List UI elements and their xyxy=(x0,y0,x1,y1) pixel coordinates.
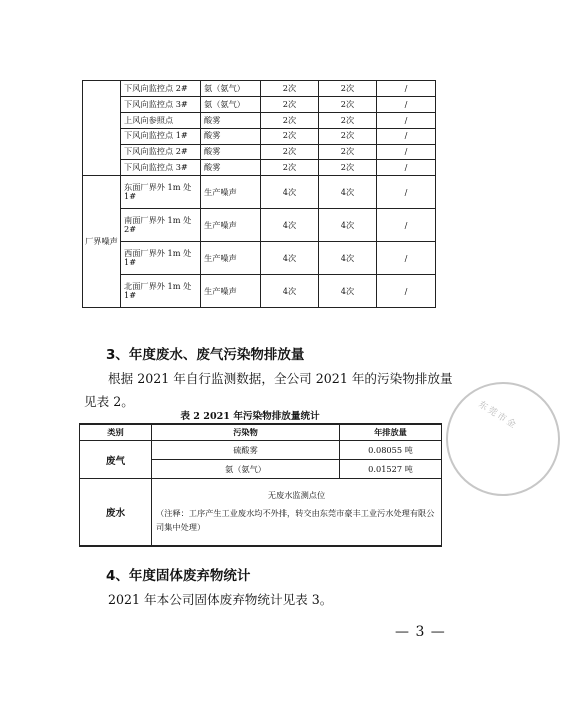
page-number: — 3 — xyxy=(395,624,446,640)
monitoring-table xyxy=(82,80,436,308)
monitoring-row xyxy=(83,128,436,144)
monitoring-point: 下风向监控点 3# xyxy=(121,160,201,176)
monitoring-item: 生产噪声 xyxy=(201,209,261,242)
monitoring-row xyxy=(83,275,436,308)
remark: / xyxy=(377,81,436,97)
actual-count: 2次 xyxy=(319,96,377,112)
monitoring-item: 生产噪声 xyxy=(201,275,261,308)
monitoring-point: 南面厂界外 1m 处 2# xyxy=(121,209,201,242)
actual-count: 4次 xyxy=(319,209,377,242)
water-content xyxy=(152,479,442,547)
category-cell-gas xyxy=(83,81,121,176)
monitoring-row xyxy=(83,96,436,112)
planned-count: 2次 xyxy=(261,96,319,112)
actual-count: 2次 xyxy=(319,81,377,97)
water-note: （注释：工序产生工业废水均不外排，转交由东莞市豪丰工业污水处理有限公司集中处理） xyxy=(156,508,435,532)
gas-category: 废气 xyxy=(80,441,152,479)
monitoring-row xyxy=(83,112,436,128)
remark: / xyxy=(377,112,436,128)
actual-count: 2次 xyxy=(319,144,377,160)
monitoring-item: 酸雾 xyxy=(201,128,261,144)
monitoring-point: 西面厂界外 1m 处 1# xyxy=(121,242,201,275)
planned-count: 2次 xyxy=(261,128,319,144)
water-title: 无废水监测点位 xyxy=(267,490,326,500)
company-seal: 东莞市金 xyxy=(424,360,581,517)
monitoring-row xyxy=(83,209,436,242)
planned-count: 2次 xyxy=(261,160,319,176)
gas-pollutant-1: 硫酸雾 xyxy=(152,441,340,460)
planned-count: 2次 xyxy=(261,112,319,128)
monitoring-item: 氨（氨气） xyxy=(201,81,261,97)
actual-count: 2次 xyxy=(319,112,377,128)
actual-count: 4次 xyxy=(319,275,377,308)
section-4-paragraph: 2021 年本公司固体废弃物统计见表 3。 xyxy=(108,592,333,607)
monitoring-row xyxy=(83,176,436,209)
table-2-caption: 表 2 2021 年污染物排放量统计 xyxy=(180,411,320,422)
gas-pollutant-2: 氨（氨气） xyxy=(152,460,340,479)
monitoring-item: 生产噪声 xyxy=(201,176,261,209)
actual-count: 2次 xyxy=(319,128,377,144)
header-pollutant: 污染物 xyxy=(152,424,340,441)
monitoring-point: 东面厂界外 1m 处 1# xyxy=(121,176,201,209)
monitoring-item: 酸雾 xyxy=(201,160,261,176)
remark: / xyxy=(377,160,436,176)
remark: / xyxy=(377,242,436,275)
gas-amount-1: 0.08055 吨 xyxy=(340,441,442,460)
section-4-heading: 4、年度固体废弃物统计 xyxy=(106,568,251,584)
monitoring-point: 下风向监控点 3# xyxy=(121,96,201,112)
water-category: 废水 xyxy=(80,479,152,547)
monitoring-row xyxy=(83,81,436,97)
remark: / xyxy=(377,275,436,308)
monitoring-point: 下风向监控点 2# xyxy=(121,144,201,160)
category-cell-noise: 厂界噪声 xyxy=(83,176,121,308)
monitoring-row xyxy=(83,160,436,176)
actual-count: 4次 xyxy=(319,176,377,209)
section-3-heading: 3、年度废水、废气污染物排放量 xyxy=(106,347,305,363)
monitoring-item: 氨（氨气） xyxy=(201,96,261,112)
monitoring-item: 生产噪声 xyxy=(201,242,261,275)
planned-count: 4次 xyxy=(261,275,319,308)
remark: / xyxy=(377,96,436,112)
header-amount: 年排放量 xyxy=(340,424,442,441)
remark: / xyxy=(377,209,436,242)
emission-row-water xyxy=(80,479,442,547)
monitoring-point: 上风向参照点 xyxy=(121,112,201,128)
header-category: 类别 xyxy=(80,424,152,441)
emission-table-header-row xyxy=(80,424,442,441)
emission-table xyxy=(79,423,442,547)
remark: / xyxy=(377,144,436,160)
remark: / xyxy=(377,176,436,209)
monitoring-row xyxy=(83,242,436,275)
planned-count: 2次 xyxy=(261,144,319,160)
monitoring-item: 酸雾 xyxy=(201,144,261,160)
actual-count: 2次 xyxy=(319,160,377,176)
section-3-paragraph: 根据 2021 年自行监测数据，全公司 2021 年的污染物排放量见表 2。 xyxy=(84,371,453,409)
actual-count: 4次 xyxy=(319,242,377,275)
gas-amount-2: 0.01527 吨 xyxy=(340,460,442,479)
planned-count: 4次 xyxy=(261,209,319,242)
planned-count: 2次 xyxy=(261,81,319,97)
planned-count: 4次 xyxy=(261,176,319,209)
monitoring-item: 酸雾 xyxy=(201,112,261,128)
monitoring-point: 下风向监控点 2# xyxy=(121,81,201,97)
remark: / xyxy=(377,128,436,144)
monitoring-row xyxy=(83,144,436,160)
monitoring-point: 北面厂界外 1m 处 1# xyxy=(121,275,201,308)
planned-count: 4次 xyxy=(261,242,319,275)
emission-row-gas-1 xyxy=(80,441,442,460)
monitoring-point: 下风向监控点 1# xyxy=(121,128,201,144)
